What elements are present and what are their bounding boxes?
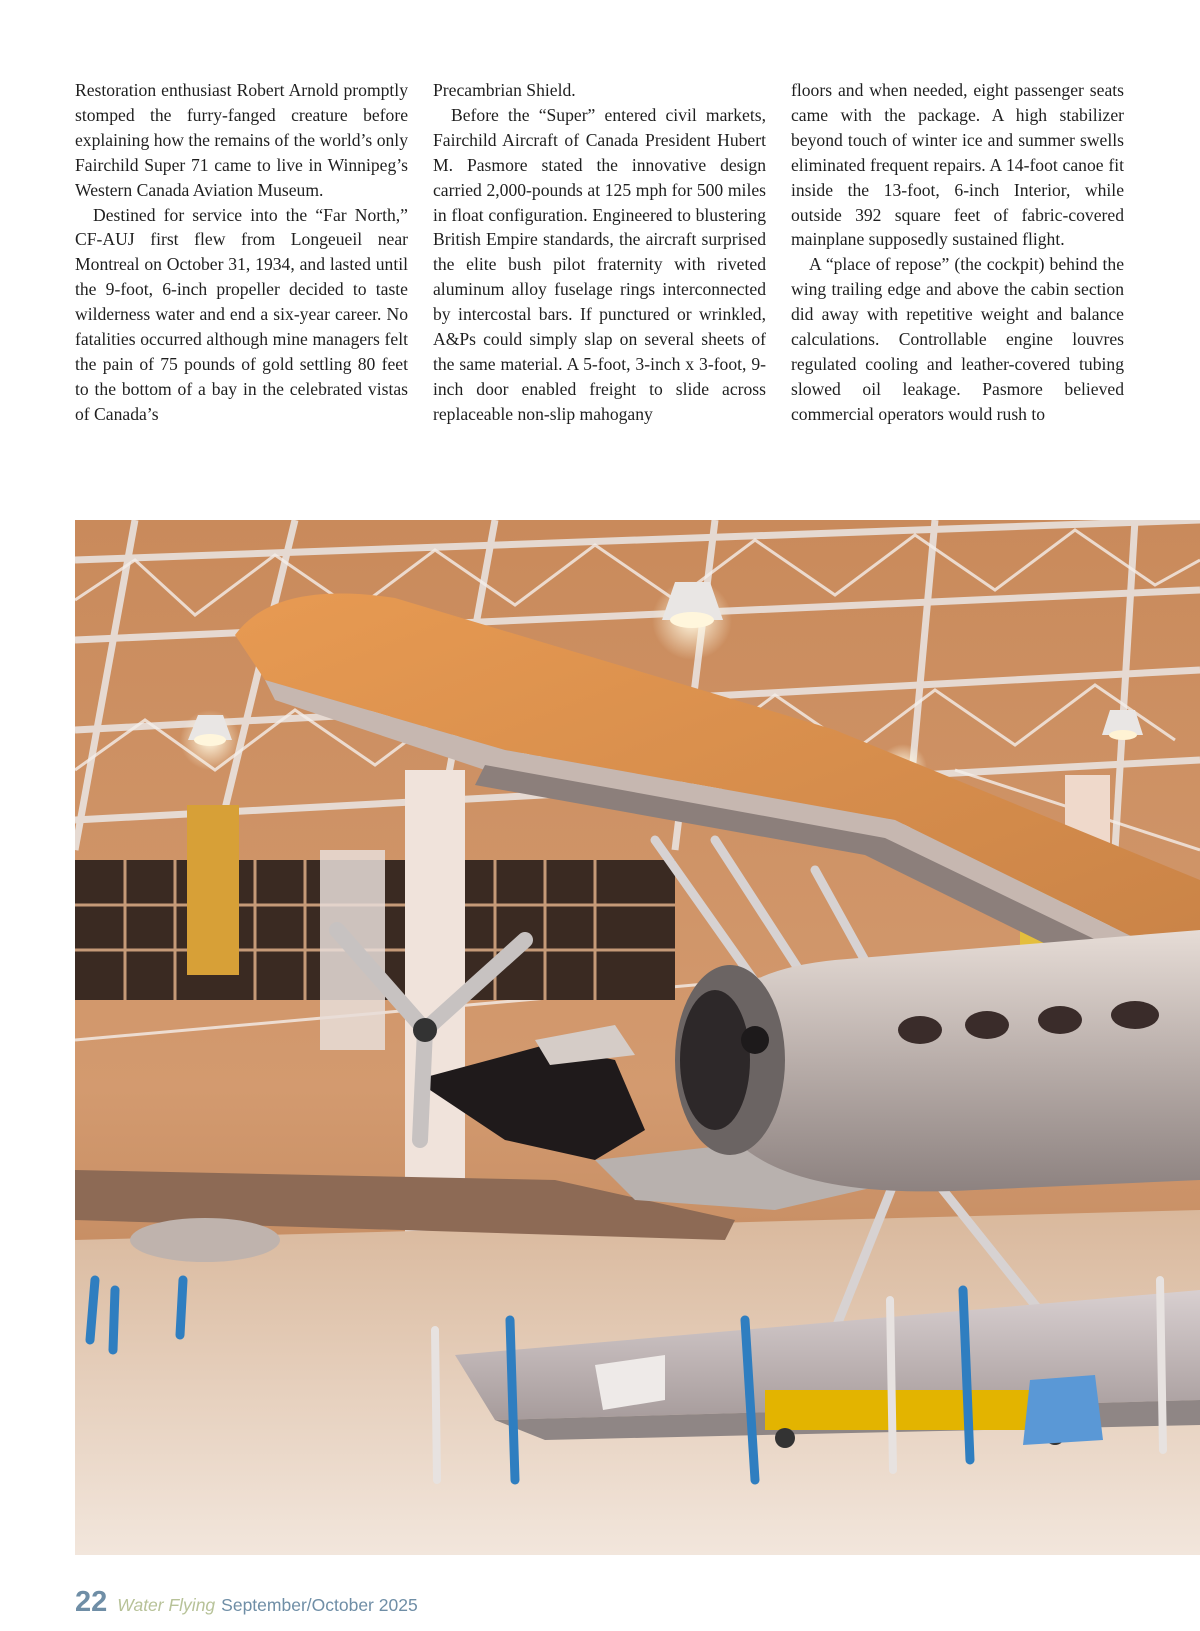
paragraph: Before the “Super” entered civil markets, Fairchild Aircraft of Canada President Hubert M. Pasmore stated the innovative design carried 2,000-pounds at 125 mph for 500 miles in float configuration. Engineered to blustering British Empire standards, the aircraft surprised the elite bush pilot fraternity with riveted aluminum alloy fuselage rings interconnected by intercostal bars. If punctured or wrinkled, A&Ps could simply slap on several sheets of the same material. A 5-foot, 3-inch x 3-foot, 9-inch door enabled freight to slide across replaceable non-slip mahogany [433, 104, 766, 424]
paragraph: A “place of repose” (the cockpit) behind the wing trailing edge and above the cabin section did away with repetitive weight and balance calculations. Controllable engine louvres regulated cooling and leather-covered tubing slowed oil leakage. Pasmore believed commercial operators would rush to [791, 254, 1124, 424]
page-number: 22 [75, 1586, 108, 1618]
paragraph: Precambrian Shield. [433, 80, 576, 100]
issue-date: September/October 2025 [221, 1595, 418, 1615]
paragraph: Restoration enthusiast Robert Arnold promptly stomped the furry-fanged creature before explaining how the remains of the world’s only Fairchild Super 71 came to live in Winnipeg’s Western Canada Aviation Museum. [75, 80, 408, 200]
ceiling-lamp [652, 580, 732, 660]
page-footer [75, 1586, 418, 1626]
article-column-3 [791, 78, 1124, 427]
article-column-1 [75, 78, 408, 427]
hangar-photo [75, 520, 1200, 1555]
article-column-2 [433, 78, 766, 427]
paragraph: floors and when needed, eight passenger seats came with the package. A high stabilizer beyond touch of winter ice and summer swells eliminated frequent repairs. A 14-foot canoe fit inside the 13-foot, 6-inch Interior, while outside 392 square feet of fabric-covered mainplane supposedly sustained flight. [791, 80, 1124, 250]
magazine-name: Water Flying [117, 1595, 216, 1615]
paragraph: Destined for service into the “Far North,” CF-AUJ first flew from Longeueil near Montreal on October 31, 1934, and lasted until the 9-foot, 6-inch propeller decided to taste wilderness water and end a six-year career. No fatalities occurred although mine managers felt the pain of 75 pounds of gold settling 80 feet to the bottom of a bay in the celebrated vistas of Canada’s [75, 204, 408, 424]
